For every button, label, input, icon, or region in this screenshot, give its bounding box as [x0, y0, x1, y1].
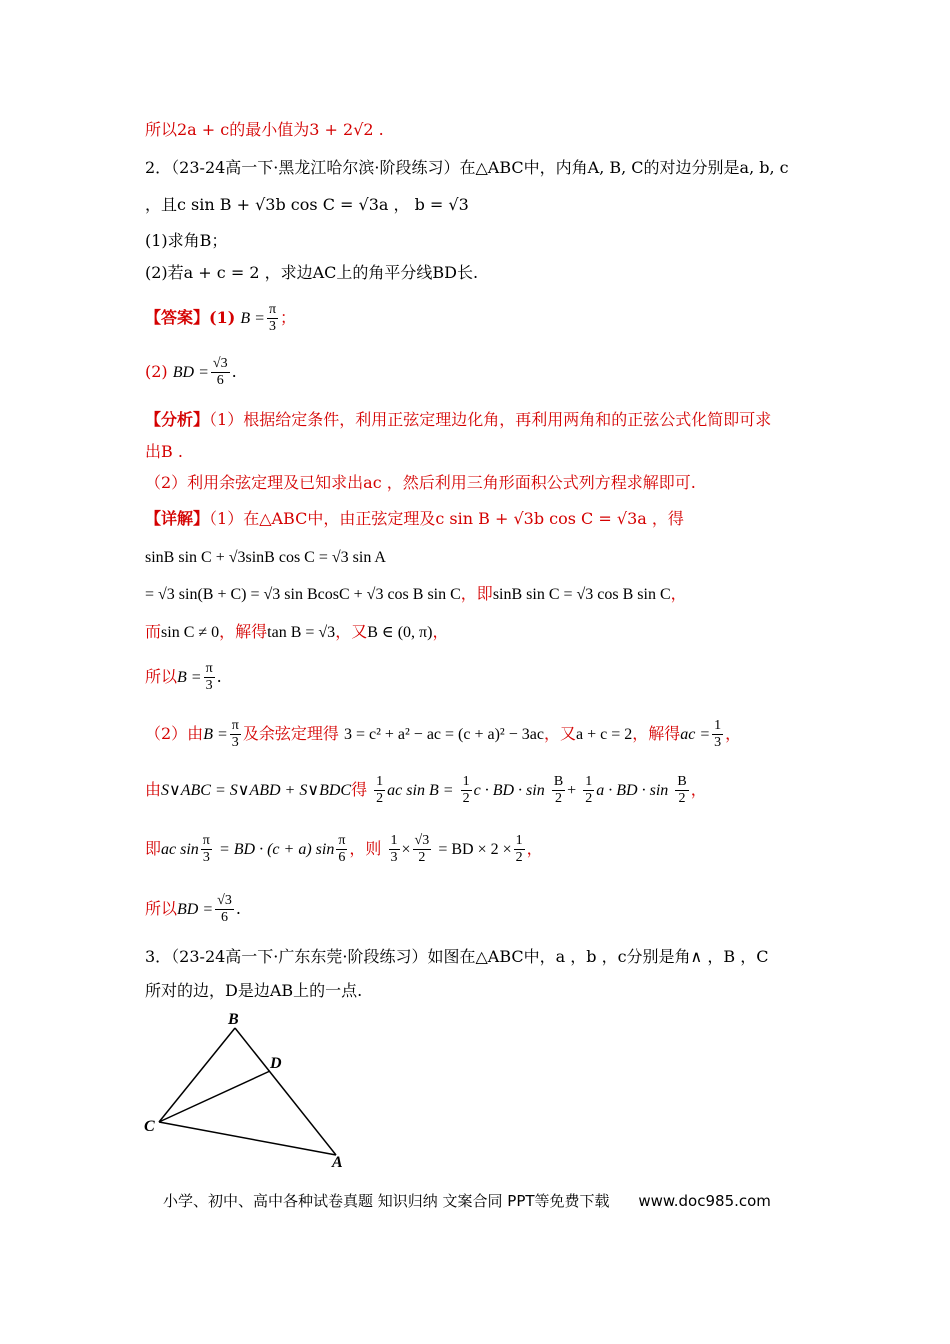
- analysis-2: （2）利用余弦定理及已知求出ac ，然后利用三角形面积公式列方程求解即可.: [145, 473, 696, 492]
- answer-2: (2) BD = $\frac{√3}{6}$ .: [145, 356, 237, 388]
- label-D: D: [270, 1055, 282, 1072]
- triangle-figure: [140, 1005, 360, 1175]
- footer-text: 小学、初中、高中各种试卷真题 知识归纳 文案合同 PPT等免费下载: [163, 1192, 610, 1210]
- question-3-tail: 所对的边，D是边AB上的一点.: [145, 981, 363, 1000]
- side-CB: [159, 1028, 235, 1122]
- segment-CD: [159, 1071, 270, 1122]
- label-B: B: [228, 1011, 239, 1028]
- side-CA: [159, 1122, 336, 1155]
- page-footer: [163, 1190, 771, 1211]
- question-2-condition: ，且c sin B + √3b cos C = √3a ， b = √3: [145, 195, 469, 214]
- answer-2-fraction: $\frac{√3}{6}$: [212, 356, 228, 388]
- detail-part2-1: （2）由B = $\frac{\pi}{3}$ 及余弦定理得 3 = c² + a² − ac = (c + a)² − 3ac，又a + c = 2，解得ac = $\frac{1}{3}$ ，: [145, 718, 742, 750]
- detail-2: sinB sin C + √3sinB cos C = √3 sin A: [145, 549, 386, 566]
- question-2-header: 2．（23-24高一下·黑龙江哈尔滨·阶段练习）在△ABC中，内角A, B, C的对边分别是a, b, c: [145, 158, 789, 177]
- detail-part2-3: 即ac sin $\frac{\pi}{3}$ = BD · (c + a) sin $\frac{\pi}{6}$ ，则 $\frac{1}{3}$ × $\frac{√3}{2}$ = BD × 2 × $\frac{1}{2}$ ，: [145, 833, 543, 865]
- question-3-header: 3．（23-24高一下·广东东莞·阶段练习）如图在△ABC中，a ，b ，c分别是角∧ ，B ，C: [145, 947, 769, 966]
- detail-tag: 【详解】: [145, 509, 210, 528]
- answer-1-fraction: $\frac{\pi}{3}$: [268, 302, 277, 334]
- analysis-1-cont: 出B .: [145, 442, 183, 461]
- previous-conclusion: 所以2a + c的最小值为3 + 2√2 .: [145, 120, 384, 139]
- answer-tag: 【答案】: [145, 308, 210, 327]
- detail-1: 【详解】（1）在△ABC中，由正弦定理及c sin B + √3b cos C = √3a ，得: [145, 509, 684, 528]
- detail-5: 所以B = $\frac{\pi}{3}$ .: [145, 661, 222, 693]
- question-2-part-1: (1)求角B；: [145, 231, 228, 250]
- detail-part2-4: 所以BD = $\frac{√3}{6}$ .: [145, 893, 241, 925]
- footer-url[interactable]: www.doc985.com: [638, 1192, 771, 1210]
- analysis-1: 【分析】（1）根据给定条件，利用正弦定理边化角，再利用两角和的正弦公式化简即可求: [145, 410, 772, 429]
- detail-part2-2: 由S∨ABC = S∨ABD + S∨BDC得 $\frac{1}{2}$ ac sin B = $\frac{1}{2}$ c · BD · sin $\frac{B}{2}$ + $\frac{1}{2}$ a · BD · sin $\frac{B}{2}$ ，: [145, 774, 707, 806]
- answer-1: 【答案】(1) B = $\frac{\pi}{3}$ ；: [145, 302, 297, 334]
- label-A: A: [332, 1154, 343, 1171]
- question-2-part-2: (2)若a + c = 2 ，求边AC上的角平分线BD长.: [145, 263, 479, 282]
- label-C: C: [144, 1118, 155, 1135]
- side-BA: [235, 1028, 336, 1155]
- analysis-tag: 【分析】: [145, 410, 210, 429]
- detail-4: 而sin C ≠ 0，解得tan B = √3，又B ∈ (0, π)，: [145, 622, 449, 641]
- detail-3: = √3 sin(B + C) = √3 sin BcosC + √3 cos B sin C，即sinB sin C = √3 cos B sin C，: [145, 584, 687, 603]
